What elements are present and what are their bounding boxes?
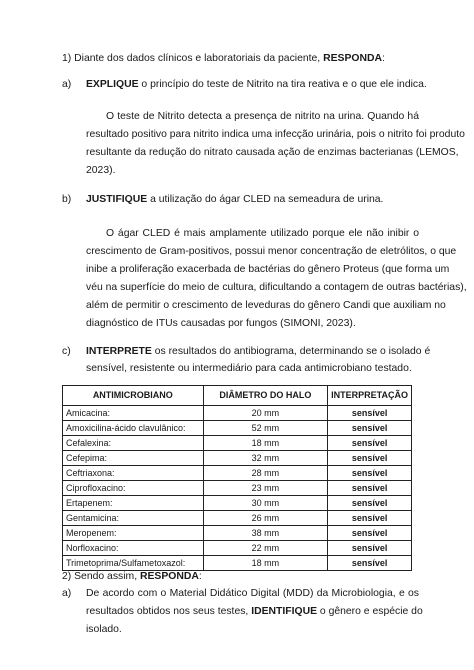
cell-interpretation: sensível	[328, 496, 412, 511]
item-a-marker: a)	[62, 79, 72, 90]
table-row	[63, 511, 412, 526]
answer-b-line: crescimento de Gram-positivos, possui menor concentração de eletrólitos, o que	[86, 246, 457, 257]
item-a-prompt	[86, 78, 427, 92]
answer-b-line: O ágar CLED é mais amplamente utilizado porque ele não inibir o	[106, 228, 419, 239]
item-2a-line2	[86, 605, 423, 619]
item-c-prompt-line2: sensível, resistente ou intermediário para cada antimicrobiano testado.	[86, 363, 412, 374]
cell-diameter: 52 mm	[203, 421, 328, 436]
item-a-keyword: EXPLIQUE	[86, 79, 139, 90]
cell-antimicrobial: Meropenem:	[63, 526, 204, 541]
cell-antimicrobial: Norfloxacino:	[63, 541, 204, 556]
header-antimicrobial: ANTIMICROBIANO	[63, 386, 204, 406]
cell-interpretation: sensível	[328, 406, 412, 421]
table-row	[63, 466, 412, 481]
table-row	[63, 526, 412, 541]
question-1-heading	[62, 52, 385, 66]
table-row	[63, 496, 412, 511]
answer-b-line: diagnóstico de ITUs causadas por fungos (SIMONI, 2023).	[86, 318, 356, 329]
question-1-keyword: RESPONDA	[323, 53, 382, 64]
header-halo-diameter: DIÂMETRO DO HALO	[203, 386, 328, 406]
antibiogram-table	[62, 385, 412, 571]
cell-antimicrobial: Amicacina:	[63, 406, 204, 421]
cell-antimicrobial: Cefalexina:	[63, 436, 204, 451]
cell-antimicrobial: Trimetoprima/Sulfametoxazol:	[63, 556, 204, 571]
cell-interpretation: sensível	[328, 466, 412, 481]
table-row	[63, 406, 412, 421]
question-1-text: 1) Diante dos dados clínicos e laboratoriais da paciente,	[62, 53, 324, 64]
cell-diameter: 26 mm	[203, 511, 328, 526]
header-interpretation: INTERPRETAÇÃO	[328, 386, 412, 406]
item-c-marker: c)	[62, 346, 71, 357]
table-row	[63, 481, 412, 496]
cell-interpretation: sensível	[328, 436, 412, 451]
answer-a-line: resultado positivo para nitrito indica uma infecção urinária, pois o nitrito foi produto	[86, 129, 465, 140]
item-2a-line1: De acordo com o Material Didático Digital (MDD) da Microbiologia, e os	[86, 588, 419, 599]
question-2-heading	[62, 570, 202, 584]
item-b-text: a utilização do ágar CLED na semeadura de urina.	[147, 194, 384, 205]
table-row	[63, 541, 412, 556]
answer-b-line: véu na superfície do meio de cultura, dificultando a contagem de outras bactérias),	[86, 282, 467, 293]
cell-diameter: 20 mm	[203, 406, 328, 421]
answer-a-line: resultante da redução do nitrato causada ação de enzimas bacterianas (LEMOS,	[86, 147, 459, 158]
item-2a-marker: a)	[62, 588, 72, 599]
answer-b-line: inibe a proliferação exacerbada de bactérias do gênero Proteus (que forma um	[86, 264, 450, 275]
item-b-keyword: JUSTIFIQUE	[86, 194, 148, 205]
item-c-keyword: INTERPRETE	[86, 346, 152, 357]
cell-antimicrobial: Gentamicina:	[63, 511, 204, 526]
answer-a-line: O teste de Nitrito detecta a presença de nitrito na urina. Quando há	[106, 111, 419, 122]
answer-b-line: além de permitir o crescimento de leveduras do gênero Candi que auxiliam no	[86, 300, 446, 311]
cell-antimicrobial: Ertapenem:	[63, 496, 204, 511]
cell-diameter: 28 mm	[203, 466, 328, 481]
table-row	[63, 451, 412, 466]
item-2a-text: resultados obtidos nos seus testes,	[86, 606, 252, 617]
table-row	[63, 436, 412, 451]
cell-diameter: 18 mm	[203, 556, 328, 571]
cell-diameter: 23 mm	[203, 481, 328, 496]
cell-interpretation: sensível	[328, 541, 412, 556]
cell-interpretation: sensível	[328, 451, 412, 466]
cell-interpretation: sensível	[328, 511, 412, 526]
table-row	[63, 556, 412, 571]
table-row	[63, 421, 412, 436]
cell-diameter: 18 mm	[203, 436, 328, 451]
item-2a-keyword: IDENTIFIQUE	[251, 606, 318, 617]
cell-diameter: 22 mm	[203, 541, 328, 556]
item-b-marker: b)	[62, 194, 72, 205]
question-2-colon: :	[198, 571, 202, 582]
item-c-text: os resultados do antibiograma, determinando se o isolado é	[151, 346, 431, 357]
item-c-prompt-line1	[86, 345, 431, 359]
cell-interpretation: sensível	[328, 556, 412, 571]
cell-interpretation: sensível	[328, 481, 412, 496]
cell-antimicrobial: Ciprofloxacino:	[63, 481, 204, 496]
cell-antimicrobial: Amoxicilina-ácido clavulânico:	[63, 421, 204, 436]
item-2a-line3: isolado.	[86, 624, 122, 635]
cell-antimicrobial: Ceftriaxona:	[63, 466, 204, 481]
cell-diameter: 32 mm	[203, 451, 328, 466]
cell-antimicrobial: Cefepima:	[63, 451, 204, 466]
question-2-text: 2) Sendo assim,	[62, 571, 140, 582]
cell-interpretation: sensível	[328, 421, 412, 436]
item-b-prompt	[86, 193, 383, 207]
cell-interpretation: sensível	[328, 526, 412, 541]
question-2-keyword: RESPONDA	[139, 571, 199, 582]
cell-diameter: 38 mm	[203, 526, 328, 541]
item-2a-tail: o gênero e espécie do	[317, 606, 423, 617]
item-a-text: o princípio do teste de Nitrito na tira reativa e o que ele indica.	[138, 79, 427, 90]
answer-a-line: 2023).	[86, 165, 116, 176]
table-header-row	[63, 386, 412, 406]
question-1-colon: :	[381, 53, 385, 64]
cell-diameter: 30 mm	[203, 496, 328, 511]
